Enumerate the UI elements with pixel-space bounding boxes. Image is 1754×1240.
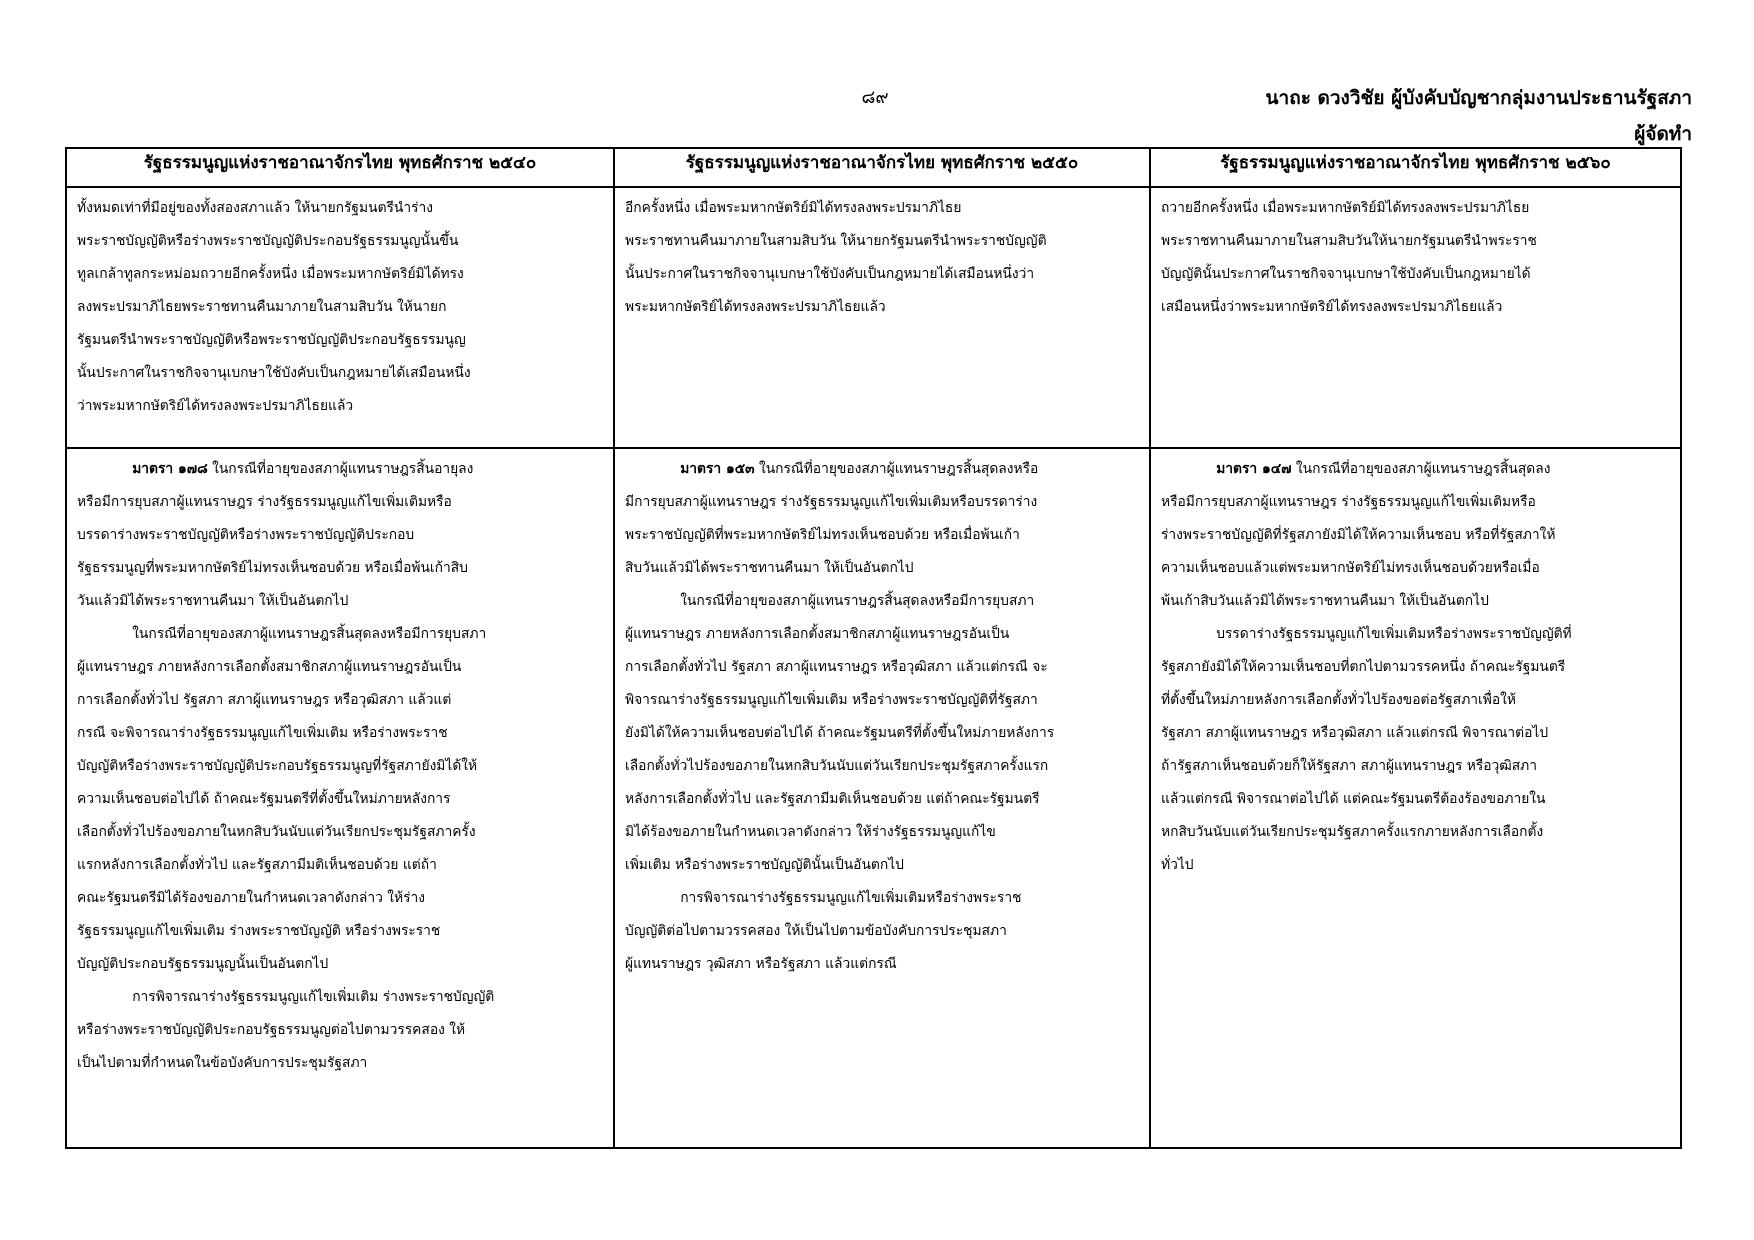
section-first-line [1161,453,1670,486]
text-line: หรือร่างพระราชบัญญัติประกอบรัฐธรรมนูญต่อไปตามวรรคสอง ให้ [77,1022,466,1038]
text-line: การเลือกตั้งทั่วไป รัฐสภา สภาผู้แทนราษฎร หรือวุฒิสภา แล้วแต่ [77,692,452,708]
section-label: มาตรา ๑๕๓ [680,461,755,477]
text-line: พระราชบัญญัติที่พระมหากษัตริย์ไม่ทรงเห็นชอบด้วย หรือเมื่อพ้นเก้า [625,527,1020,543]
paragraph-first-line: ในกรณีที่อายุของสภาผู้แทนราษฎรสิ้นสุดลงหรือมีการยุบสภา [132,626,487,642]
text-line: พระราชทานคืนมาภายในสามสิบวัน ให้นายกรัฐมนตรีนำพระราชบัญญัติ [625,233,1047,249]
paragraph-first-line: การพิจารณาร่างรัฐธรรมนูญแก้ไขเพิ่มเติม ร่างพระราชบัญญัติ [132,989,495,1005]
text-line: ทั้งหมดเท่าที่มีอยู่ของทั้งสองสภาแล้ว ให้นายกรัฐมนตรีนำร่าง [77,200,434,216]
text-line: หรือมีการยุบสภาผู้แทนราษฎร ร่างรัฐธรรมนูญแก้ไขเพิ่มเติมหรือ [1161,494,1536,510]
editor-role: ผู้จัดทำ [1634,123,1692,145]
section-label: มาตรา ๑๔๗ [1216,461,1292,477]
text-line: ถวายอีกครั้งหนึ่ง เมื่อพระมหากษัตริย์มิได้ทรงลงพระปรมาภิไธย [1161,200,1530,216]
text-line: รัฐธรรมนูญที่พระมหากษัตริย์ไม่ทรงเห็นชอบด้วย หรือเมื่อพ้นเก้าสิบ [77,560,468,576]
paragraph-first-line: บรรดาร่างรัฐธรรมนูญแก้ไขเพิ่มเติมหรือร่างพระราชบัญญัติที่ [1216,626,1572,642]
text-line: บัญญัตินั้นประกาศในราชกิจจานุเบกษาใช้บังคับเป็นกฎหมายได้ [1161,266,1531,282]
cell-2560-section-147 [1150,448,1681,1148]
text-line: บรรดาร่างพระราชบัญญัติหรือร่างพระราชบัญญัติประกอบ [77,527,415,543]
editor-name: นาถะ ดวงวิชัย ผู้บังคับบัญชากลุ่มงานประธานรัฐสภา [1265,87,1692,109]
comparison-table [65,147,1682,1149]
section-label: มาตรา ๑๗๘ [132,461,208,477]
text-line: นั้นประกาศในราชกิจจานุเบกษาใช้บังคับเป็นกฎหมายได้เสมือนหนึ่งว่า [625,266,1035,282]
text-line: เป็นไปตามที่กำหนดในข้อบังคับการประชุมรัฐสภา [77,1055,368,1071]
text-line: ที่ตั้งขึ้นใหม่ภายหลังการเลือกตั้งทั่วไปร้องขอต่อรัฐสภาเพื่อให้ [1161,692,1516,708]
cell-2540-section-178 [66,448,614,1148]
text-line: พระราชทานคืนมาภายในสามสิบวันให้นายกรัฐมนตรีนำพระราช [1161,233,1537,249]
text-line: ยังมิได้ให้ความเห็นชอบต่อไปได้ ถ้าคณะรัฐมนตรีที่ตั้งขึ้นใหม่ภายหลังการ [625,725,1055,741]
cell-2550-section-153 [614,448,1150,1148]
cell-2560-continuation [1150,187,1681,448]
table-row [66,187,1681,448]
text-line: การเลือกตั้งทั่วไป รัฐสภา สภาผู้แทนราษฎร หรือวุฒิสภา แล้วแต่กรณี จะ [625,659,1048,675]
text-line: บัญญัติต่อไปตามวรรคสอง ให้เป็นไปตามข้อบังคับการประชุมสภา [625,923,1007,939]
text-line: เลือกตั้งทั่วไปร้องขอภายในหกสิบวันนับแต่วันเรียกประชุมรัฐสภาครั้ง [77,824,476,840]
text-line: ทั่วไป [1161,857,1194,873]
text-line: แล้วแต่กรณี พิจารณาต่อไปได้ แต่คณะรัฐมนตรีต้องร้องขอภายใน [1161,791,1546,807]
text-line: นั้นประกาศในราชกิจจานุเบกษาใช้บังคับเป็นกฎหมายได้เสมือนหนึ่ง [77,365,471,381]
cell-2540-continuation [66,187,614,448]
cell-2550-continuation [614,187,1150,448]
text-line: คณะรัฐมนตรีมิได้ร้องขอภายในกำหนดเวลาดังกล่าว ให้ร่าง [77,890,425,906]
text-line: หลังการเลือกตั้งทั่วไป และรัฐสภามีมติเห็นชอบด้วย แต่ถ้าคณะรัฐมนตรี [625,791,1040,807]
text-line: หกสิบวันนับแต่วันเรียกประชุมรัฐสภาครั้งแรกภายหลังการเลือกตั้ง [1161,824,1544,840]
text-line: ถ้ารัฐสภาเห็นชอบด้วยก็ให้รัฐสภา สภาผู้แทนราษฎร หรือวุฒิสภา [1161,758,1538,774]
text-line: ความเห็นชอบต่อไปได้ ถ้าคณะรัฐมนตรีที่ตั้งขึ้นใหม่ภายหลังการ [77,791,451,807]
table-row [66,448,1681,1148]
section-text: ในกรณีที่อายุของสภาผู้แทนราษฎรสิ้นสุดลงหรือ [758,461,1039,477]
text-line: รัฐธรรมนูญแก้ไขเพิ่มเติม ร่างพระราชบัญญัติ หรือร่างพระราช [77,923,441,939]
section-text: ในกรณีที่อายุของสภาผู้แทนราษฎรสิ้นอายุลง [212,461,474,477]
text-line: พระราชบัญญัติหรือร่างพระราชบัญญัติประกอบรัฐธรรมนูญนั้นขึ้น [77,233,459,249]
section-text: ในกรณีที่อายุของสภาผู้แทนราษฎรสิ้นสุดลง [1295,461,1551,477]
table-header-row [66,148,1681,187]
editor-block [1132,80,1692,152]
text-line: บัญญัติหรือร่างพระราชบัญญัติประกอบรัฐธรรมนูญที่รัฐสภายังมิได้ให้ [77,758,478,774]
text-line: ผู้แทนราษฎร ภายหลังการเลือกตั้งสมาชิกสภาผู้แทนราษฎรอันเป็น [625,626,1010,642]
column-header-2550: รัฐธรรมนูญแห่งราชอาณาจักรไทย พุทธศักราช ๒๕๕๐ [614,148,1150,187]
text-line: แรกหลังการเลือกตั้งทั่วไป และรัฐสภามีมติเห็นชอบด้วย แต่ถ้า [77,857,437,873]
text-line: กรณี จะพิจารณาร่างรัฐธรรมนูญแก้ไขเพิ่มเติม หรือร่างพระราช [77,725,448,741]
text-line: พ้นเก้าสิบวันแล้วมิได้พระราชทานคืนมา ให้เป็นอันตกไป [1161,593,1489,609]
text-line: มิได้ร้องขอภายในกำหนดเวลาดังกล่าว ให้ร่างรัฐธรรมนูญแก้ไข [625,824,996,840]
text-line: บัญญัติประกอบรัฐธรรมนูญนั้นเป็นอันตกไป [77,956,329,972]
text-line: วันแล้วมิได้พระราชทานคืนมา ให้เป็นอันตกไป [77,593,349,609]
text-line: ร่างพระราชบัญญัติที่รัฐสภายังมิได้ให้ความเห็นชอบ หรือที่รัฐสภาให้ [1161,527,1556,543]
text-line: สิบวันแล้วมิได้พระราชทานคืนมา ให้เป็นอันตกไป [625,560,914,576]
page-number: ๘๙ [861,87,889,108]
text-line: เสมือนหนึ่งว่าพระมหากษัตริย์ได้ทรงลงพระปรมาภิไธยแล้ว [1161,299,1503,315]
column-header-2560: รัฐธรรมนูญแห่งราชอาณาจักรไทย พุทธศักราช ๒๕๖๐ [1150,148,1681,187]
text-line: รัฐสภายังมิได้ให้ความเห็นชอบที่ตกไปตามวรรคหนึ่ง ถ้าคณะรัฐมนตรี [1161,659,1566,675]
section-first-line [625,453,1139,486]
text-line: หรือมีการยุบสภาผู้แทนราษฎร ร่างรัฐธรรมนูญแก้ไขเพิ่มเติมหรือ [77,494,452,510]
section-first-line [77,453,603,486]
text-line: ความเห็นชอบแล้วแต่พระมหากษัตริย์ไม่ทรงเห็นชอบด้วยหรือเมื่อ [1161,560,1540,576]
text-line: ลงพระปรมาภิไธยพระราชทานคืนมาภายในสามสิบวัน ให้นายก [77,299,447,315]
paragraph-first-line: การพิจารณาร่างรัฐธรรมนูญแก้ไขเพิ่มเติมหรือร่างพระราช [680,890,1022,906]
text-line: ว่าพระมหากษัตริย์ได้ทรงลงพระปรมาภิไธยแล้ว [77,398,354,414]
text-line: รัฐมนตรีนำพระราชบัญญัติหรือพระราชบัญญัติประกอบรัฐธรรมนูญ [77,332,466,348]
column-header-2540: รัฐธรรมนูญแห่งราชอาณาจักรไทย พุทธศักราช ๒๕๔๐ [66,148,614,187]
text-line: เลือกตั้งทั่วไปร้องขอภายในหกสิบวันนับแต่วันเรียกประชุมรัฐสภาครั้งแรก [625,758,1049,774]
paragraph-first-line: ในกรณีที่อายุของสภาผู้แทนราษฎรสิ้นสุดลงหรือมีการยุบสภา [680,593,1035,609]
text-line: มีการยุบสภาผู้แทนราษฎร ร่างรัฐธรรมนูญแก้ไขเพิ่มเติมหรือบรรดาร่าง [625,494,1038,510]
text-line: อีกครั้งหนึ่ง เมื่อพระมหากษัตริย์มิได้ทรงลงพระปรมาภิไธย [625,200,962,216]
text-line: พระมหากษัตริย์ได้ทรงลงพระปรมาภิไธยแล้ว [625,299,886,315]
text-line: รัฐสภา สภาผู้แทนราษฎร หรือวุฒิสภา แล้วแต่กรณี พิจารณาต่อไป [1161,725,1549,741]
text-line: พิจารณาร่างรัฐธรรมนูญแก้ไขเพิ่มเติม หรือร่างพระราชบัญญัติที่รัฐสภา [625,692,1038,708]
text-line: เพิ่มเติม หรือร่างพระราชบัญญัตินั้นเป็นอันตกไป [625,857,904,873]
text-line: ผู้แทนราษฎร วุฒิสภา หรือรัฐสภา แล้วแต่กรณี [625,956,897,972]
text-line: ผู้แทนราษฎร ภายหลังการเลือกตั้งสมาชิกสภาผู้แทนราษฎรอันเป็น [77,659,462,675]
text-line: ทูลเกล้าทูลกระหม่อมถวายอีกครั้งหนึ่ง เมื่อพระมหากษัตริย์มิได้ทรง [77,266,464,282]
